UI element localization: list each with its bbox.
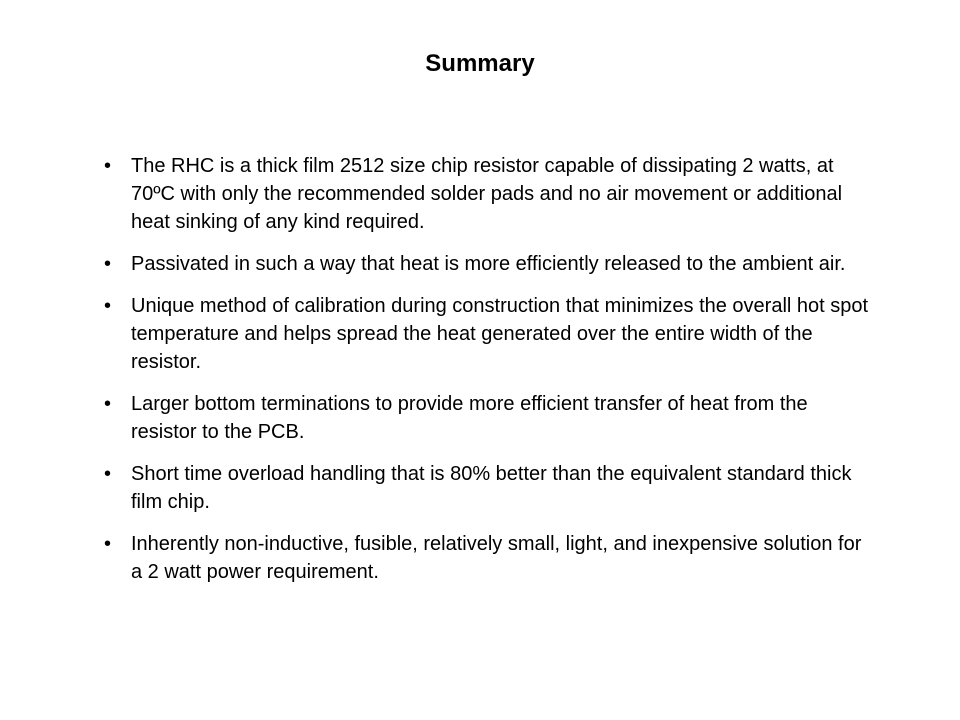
bullet-icon: • (104, 295, 112, 317)
list-item (104, 250, 874, 278)
bullet-list (104, 152, 874, 600)
bullet-icon: • (104, 533, 112, 555)
bullet-text: Short time overload handling that is 80% better than the equivalent standard thick film chip. (131, 463, 852, 513)
list-item (104, 292, 874, 376)
list-item (104, 460, 874, 516)
bullet-icon: • (104, 155, 112, 177)
list-item (104, 152, 874, 236)
bullet-icon: • (104, 253, 112, 275)
bullet-text: Passivated in such a way that heat is more efficiently released to the ambient air. (131, 253, 846, 275)
bullet-icon: • (104, 393, 112, 415)
bullet-text: Larger bottom terminations to provide more efficient transfer of heat from the resistor to the PCB. (131, 393, 808, 443)
bullet-icon: • (104, 463, 112, 485)
bullet-text: Unique method of calibration during construction that minimizes the overall hot spot temperature and helps spread the heat generated over the entire width of the resistor. (131, 295, 869, 373)
list-item (104, 530, 874, 586)
bullet-text: Inherently non-inductive, fusible, relatively small, light, and inexpensive solution for a 2 watt power requirement. (131, 533, 862, 583)
page-title: Summary (425, 50, 535, 77)
bullet-text: The RHC is a thick film 2512 size chip resistor capable of dissipating 2 watts, at 70ºC with only the recommended solder pads and no air movement or additional heat sinking of any kind required. (131, 155, 843, 233)
list-item (104, 390, 874, 446)
